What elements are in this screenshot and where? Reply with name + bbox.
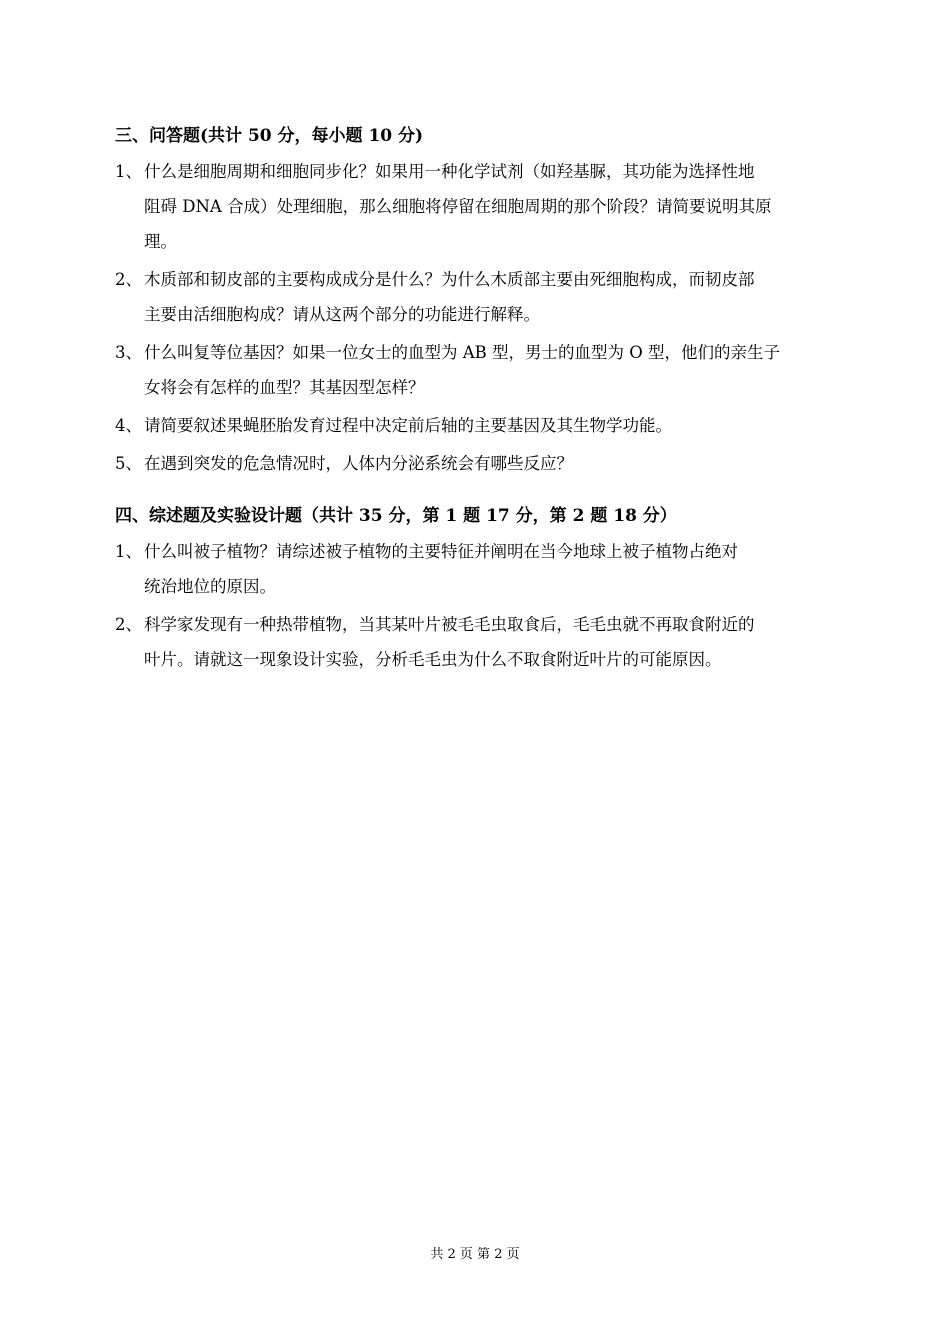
question-item: [115, 607, 845, 677]
question-text-line: 女将会有怎样的血型？其基因型怎样？: [144, 378, 425, 397]
question-number: 3、: [115, 343, 142, 362]
question-item: [115, 446, 845, 481]
question-item: [115, 154, 845, 259]
section-essay-experiment: [115, 501, 845, 677]
question-text-line: 理。: [144, 232, 177, 251]
page-footer: 共 2 页 第 2 页: [430, 1247, 520, 1262]
question-text-line: 在遇到突发的危急情况时，人体内分泌系统会有哪些反应？: [144, 454, 573, 473]
question-text-line: 什么叫复等位基因？如果一位女士的血型为 AB 型，男士的血型为 O 型，他们的亲生子: [144, 343, 781, 362]
section-short-answer: [115, 121, 845, 481]
question-number: 2、: [115, 270, 142, 289]
question-text-line: 主要由活细胞构成？请从这两个部分的功能进行解释。: [144, 305, 540, 324]
question-text-line: 木质部和韧皮部的主要构成成分是什么？为什么木质部主要由死细胞构成，而韧皮部: [144, 270, 755, 289]
question-text-line: 科学家发现有一种热带植物，当其某叶片被毛毛虫取食后，毛毛虫就不再取食附近的: [144, 615, 755, 634]
question-number: 5、: [115, 454, 142, 473]
question-text-line: 阻碍 DNA 合成）处理细胞，那么细胞将停留在细胞周期的那个阶段？请简要说明其原: [144, 197, 772, 216]
question-item: [115, 335, 845, 405]
question-number: 1、: [115, 542, 142, 561]
question-text-line: 什么叫被子植物？请综述被子植物的主要特征并阐明在当今地球上被子植物占绝对: [144, 542, 738, 561]
question-number: 1、: [115, 162, 142, 181]
section-heading: 四、综述题及实验设计题（共计 35 分，第 1 题 17 分，第 2 题 18 分）: [115, 506, 677, 526]
question-item: [115, 262, 845, 332]
question-number: 2、: [115, 615, 142, 634]
section-heading: 三、问答题(共计 50 分，每小题 10 分): [115, 126, 424, 146]
question-item: [115, 534, 845, 604]
question-item: [115, 408, 845, 443]
question-text-line: 叶片。请就这一现象设计实验，分析毛毛虫为什么不取食附近叶片的可能原因。: [144, 650, 722, 669]
question-text-line: 请简要叙述果蝇胚胎发育过程中决定前后轴的主要基因及其生物学功能。: [144, 416, 672, 435]
question-text-line: 统治地位的原因。: [144, 577, 276, 596]
question-text-line: 什么是细胞周期和细胞同步化？如果用一种化学试剂（如羟基脲，其功能为选择性地: [144, 162, 755, 181]
question-number: 4、: [115, 416, 142, 435]
